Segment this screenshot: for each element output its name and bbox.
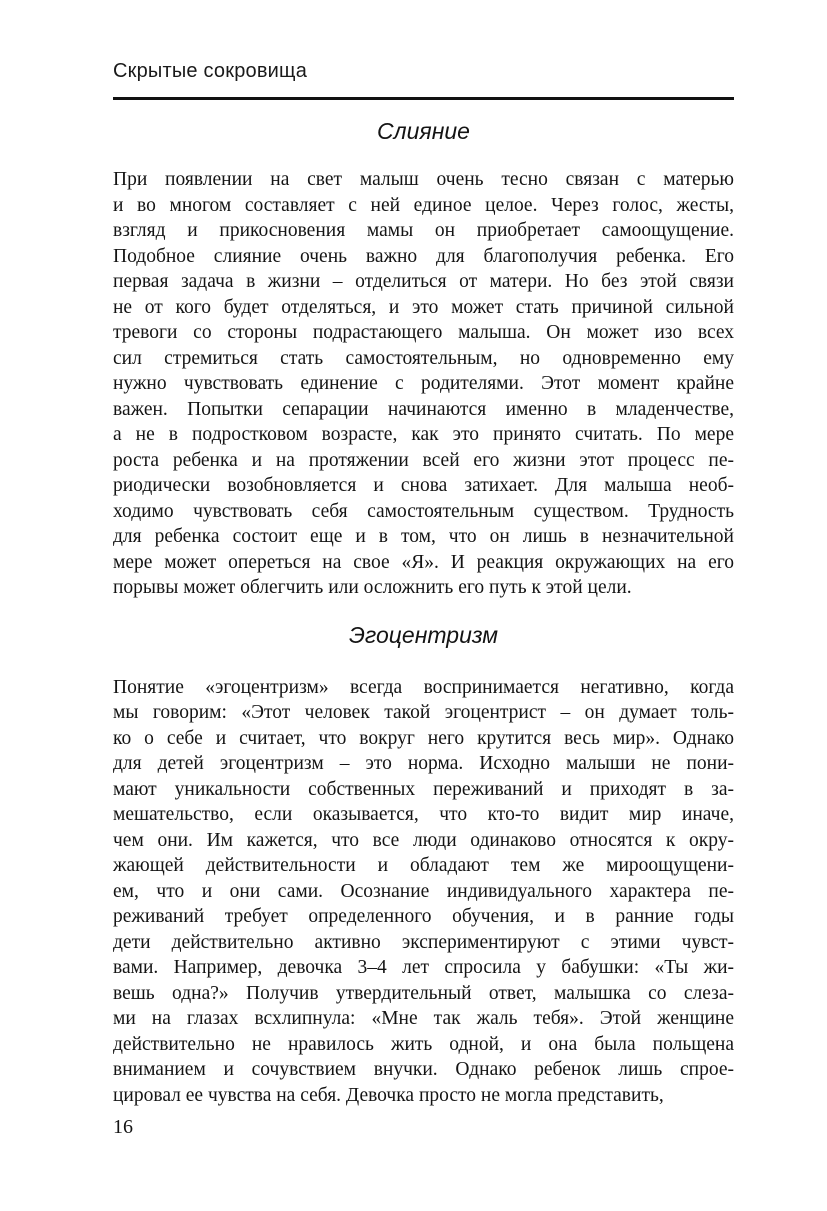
text-line: для ребенка состоит еще и в том, что он лишь в незначительной [113, 526, 734, 547]
text-line: ми на глазах всхлипнула: «Мне так жаль тебя». Этой женщине [113, 1008, 734, 1029]
text-line: мают уникальности собственных переживаний и приходят в за- [113, 778, 734, 800]
text-line: ходимо чувствовать себя самостоятельным существом. Трудность [113, 500, 734, 522]
text-line: мы говорим: «Этот человек такой эгоцентрист – он думает толь- [113, 702, 734, 723]
text-line: мере может опереться на свое «Я». И реакция окружающих на его [113, 551, 734, 573]
text-line: вниманием и сочувствием внучки. Однако ребенок лишь спрое- [113, 1059, 734, 1080]
text-line: тревоги со стороны подрастающего малыша. Он может изо всех [113, 322, 734, 343]
text-line: не от кого будет отделяться, и это может стать причиной сильной [113, 296, 734, 318]
page-content [113, 112, 734, 1108]
text-line: важен. Попытки сепарации начинаются именно в младенчестве, [113, 398, 734, 420]
text-line: мешательство, если оказывается, что кто-то видит мир иначе, [113, 804, 734, 825]
text-line: взгляд и прикосновения мамы он приобретает самоощущение. [113, 220, 734, 241]
running-header: Скрытые сокровища [113, 60, 308, 82]
text-line: Понятие «эгоцентризм» всегда воспринимается негативно, когда [113, 676, 734, 698]
text-line: первая задача в жизни – отделиться от матери. Но без этой связи [113, 271, 734, 292]
text-line: нужно чувствовать единение с родителями. Этот момент крайне [113, 373, 734, 394]
text-line: ко о себе и считает, что вокруг него крутится весь мир». Однако [113, 727, 734, 749]
text-line: Подобное слияние очень важно для благополучия ребенка. Его [113, 245, 734, 267]
text-line: вами. Например, девочка 3–4 лет спросила у бабушки: «Ты жи- [113, 957, 734, 978]
text-line: риодически возобновляется и снова затихает. Для малыша необ- [113, 475, 734, 496]
page-number: 16 [113, 1116, 133, 1138]
text-line: дети действительно активно экспериментируют с этими чувст- [113, 931, 734, 953]
text-line: роста ребенка и на протяжении всей его жизни этот процесс пе- [113, 449, 734, 471]
text-line: При появлении на свет малыш очень тесно связан с матерью [113, 169, 734, 190]
text-line: ем, что и они сами. Осознание индивидуального характера пе- [113, 880, 734, 902]
text-line: сил стремиться стать самостоятельным, но одновременно ему [113, 347, 734, 369]
text-line: а не в подростковом возрасте, как это принято считать. По мере [113, 424, 734, 445]
text-line: жающей действительности и обладают тем же мироощущени- [113, 855, 734, 876]
text-line: действительно не нравилось жить одной, и она была польщена [113, 1033, 734, 1055]
text-line: и во многом составляет с ней единое целое. Через голос, жесты, [113, 194, 734, 216]
text-line: для детей эгоцентризм – это норма. Исходно малыши не пони- [113, 753, 734, 774]
paragraph [113, 675, 734, 1109]
section-heading: Эгоцентризм [348, 621, 499, 648]
text-line: вешь одна?» Получив утвердительный ответ, малышка со слеза- [113, 982, 734, 1004]
text-line: порывы может облегчить или осложнить его путь к этой цели. [113, 577, 632, 598]
text-line: чем они. Им кажется, что все люди одинаково относятся к окру- [113, 829, 734, 851]
header-rule [113, 97, 734, 100]
paragraph [113, 167, 734, 601]
section-heading: Слияние [377, 118, 470, 144]
text-line: цировал ее чувства на себя. Девочка просто не могла представить, [113, 1084, 664, 1106]
text-line: реживаний требует определенного обучения, и в ранние годы [113, 906, 734, 927]
